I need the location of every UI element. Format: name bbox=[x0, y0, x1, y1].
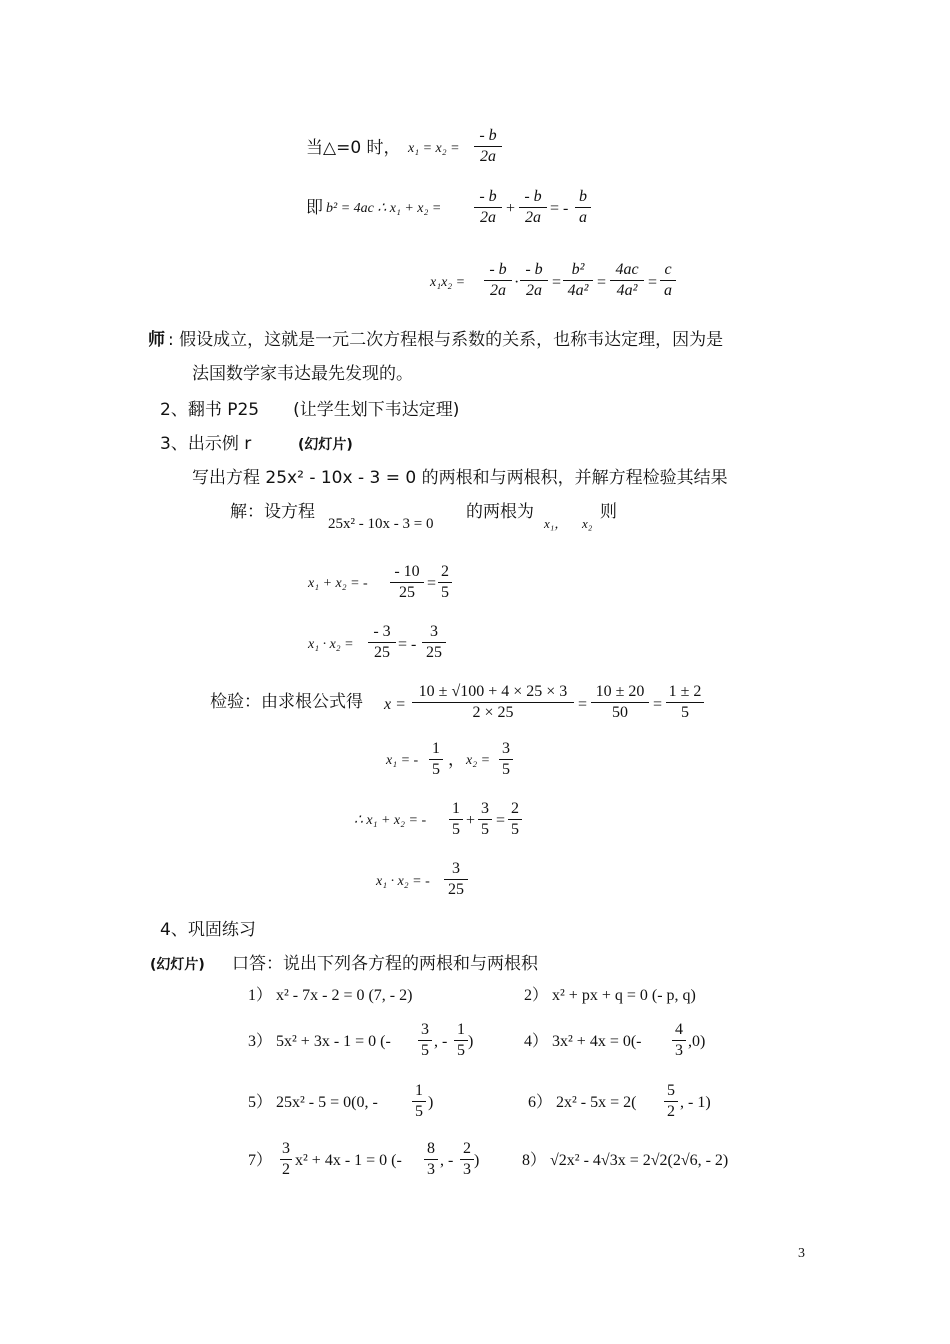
equals-6: = bbox=[653, 696, 663, 713]
fraction-neg-b-2a: - b 2a bbox=[474, 127, 502, 166]
ex5-fraction-1-5: 1 5 bbox=[412, 1082, 426, 1121]
fraction-10pm20-50: 10 ± 20 50 bbox=[591, 683, 649, 722]
fraction-b-a: b a bbox=[575, 188, 591, 227]
root-x1-value: x₁ = - bbox=[386, 753, 419, 768]
fraction-3-25-b: 3 25 bbox=[444, 860, 468, 899]
teacher-text-line1: : 假设成立，这就是一元二次方程根与系数的关系，也称韦达定理，因为是 bbox=[168, 330, 724, 350]
exercise-8: 8） √2x² - 4√3x = 2√2(2√6, - 2) bbox=[522, 1152, 729, 1169]
ex3-sep: , - bbox=[434, 1033, 448, 1050]
exercise-4: 4） 3x² + 4x = 0(- bbox=[524, 1033, 642, 1050]
equals-neg: = - bbox=[550, 200, 569, 217]
equals-2: = bbox=[597, 274, 607, 291]
fraction-1pm2-5: 1 ± 2 5 bbox=[666, 683, 704, 722]
equals-1: = bbox=[552, 274, 562, 291]
product-derivation-eq: x₁x₂ = bbox=[430, 275, 466, 290]
root-x1: x₁， bbox=[544, 516, 568, 531]
slide-tag-1: (幻灯片) bbox=[298, 437, 353, 453]
equals-3: = bbox=[648, 274, 658, 291]
ex7-fraction-2-3: 2 3 bbox=[460, 1140, 474, 1179]
sum-derivation-eq: b² = 4ac ∴ x₁ + x₂ = bbox=[326, 201, 442, 216]
item-2-flip-book: 2、翻书 P25 (让学生划下韦达定理) bbox=[160, 400, 460, 420]
fraction-1-5: 1 5 bbox=[429, 740, 443, 779]
exercise-7: x² + 4x - 1 = 0 (- bbox=[295, 1152, 402, 1169]
fraction-c-a: c a bbox=[660, 261, 676, 300]
teacher-text-line2: 法国数学家韦达最先发现的。 bbox=[192, 364, 413, 384]
fraction-neg-b-2a-1: - b 2a bbox=[474, 188, 502, 227]
verify-sum-eq: ∴ x₁ + x₂ = - bbox=[354, 813, 427, 828]
fraction-3-5: 3 5 bbox=[499, 740, 513, 779]
ex6-fraction-5-2: 5 2 bbox=[664, 1082, 678, 1121]
product-of-roots-eq: x₁ · x₂ = bbox=[308, 637, 354, 652]
equals-5: = bbox=[578, 696, 588, 713]
roots-separator: ， bbox=[448, 750, 465, 770]
fraction-2-5-b: 2 5 bbox=[508, 800, 522, 839]
dot-sign: · bbox=[514, 274, 520, 291]
equal-roots-eq: x₁ = x₂ = bbox=[408, 141, 460, 156]
slide-tag-2: (幻灯片) bbox=[150, 957, 205, 973]
ex7-fraction-8-3: 8 3 bbox=[424, 1140, 438, 1179]
ex7-sep: , - bbox=[440, 1152, 454, 1169]
fraction-neg-b-2a-2: - b 2a bbox=[519, 188, 547, 227]
page-number: 3 bbox=[798, 1246, 805, 1261]
fraction-1-5-b: 1 5 bbox=[449, 800, 463, 839]
exercise-5: 5） 25x² - 5 = 0(0, - bbox=[248, 1094, 378, 1111]
solution-roots-label: 的两根为 bbox=[466, 502, 534, 522]
equals-7: = bbox=[496, 812, 506, 829]
plus-sign-2: + bbox=[466, 812, 476, 829]
fraction-3-5-b: 3 5 bbox=[478, 800, 492, 839]
item-3-show-example: 3、出示例 r bbox=[160, 434, 252, 454]
ex4-close: ,0) bbox=[688, 1033, 706, 1050]
ex3-fraction-3-5: 3 5 bbox=[418, 1021, 432, 1060]
fraction-2-5: 2 5 bbox=[438, 563, 452, 602]
fraction-neg10-25: - 10 25 bbox=[390, 563, 424, 602]
item-4-practice: 4、巩固练习 bbox=[160, 920, 256, 940]
exercise-2: 2） x² + px + q = 0 (- p, q) bbox=[524, 987, 696, 1004]
ex5-close: ) bbox=[428, 1094, 434, 1111]
fraction-neg-b-2a-4: - b 2a bbox=[520, 261, 548, 300]
root-x2-value: x₂ = bbox=[466, 753, 491, 768]
check-x: x = bbox=[384, 696, 406, 713]
oral-answer-prompt: 口答：说出下列各方程的两根和与两根积 bbox=[232, 954, 538, 974]
fraction-b2-4a2: b² 4a² bbox=[563, 261, 593, 300]
ex7-close: ) bbox=[474, 1152, 480, 1169]
teacher-label: 师 bbox=[148, 330, 165, 350]
ex3-fraction-1-5: 1 5 bbox=[454, 1021, 468, 1060]
ex6-close: , - 1) bbox=[680, 1094, 711, 1111]
fraction-3-25: 3 25 bbox=[422, 623, 446, 662]
equals-neg-2: = - bbox=[398, 636, 417, 653]
check-label: 检验：由求根公式得 bbox=[210, 692, 363, 712]
root-x2: x₂ bbox=[582, 516, 593, 531]
exercise-1: 1） x² - 7x - 2 = 0 (7, - 2) bbox=[248, 987, 413, 1004]
ji-label: 即 bbox=[306, 198, 323, 218]
exercise-6: 6） 2x² - 5x = 2( bbox=[528, 1094, 637, 1111]
fraction-4ac-4a2: 4ac 4a² bbox=[610, 261, 644, 300]
solution-intro: 解：设方程 bbox=[230, 502, 315, 522]
exercise-3: 3） 5x² + 3x - 1 = 0 (- bbox=[248, 1033, 391, 1050]
verify-product-eq: x₁ · x₂ = - bbox=[376, 874, 430, 889]
plus-sign: + bbox=[506, 200, 516, 217]
solution-equation: 25x² - 10x - 3 = 0 bbox=[328, 516, 434, 532]
delta-zero-label: 当△=0 时， bbox=[306, 138, 401, 158]
quadratic-formula-fraction: 10 ± √100 + 4 × 25 × 3 2 × 25 bbox=[412, 683, 574, 722]
ex4-fraction-4-3: 4 3 bbox=[672, 1021, 686, 1060]
ex7-fraction-3-2: 3 2 bbox=[282, 1140, 290, 1178]
sum-of-roots-eq: x₁ + x₂ = - bbox=[308, 576, 368, 591]
fraction-neg-b-2a-3: - b 2a bbox=[484, 261, 512, 300]
equals-4: = bbox=[427, 575, 437, 592]
fraction-neg3-25: - 3 25 bbox=[368, 623, 396, 662]
example-problem: 写出方程 25x² - 10x - 3 = 0 的两根和与两根积，并解方程检验其结果 bbox=[192, 468, 728, 488]
ex3-close: ) bbox=[468, 1033, 474, 1050]
exercise-7-label: 7） bbox=[248, 1152, 273, 1169]
then-label: 则 bbox=[600, 502, 617, 522]
